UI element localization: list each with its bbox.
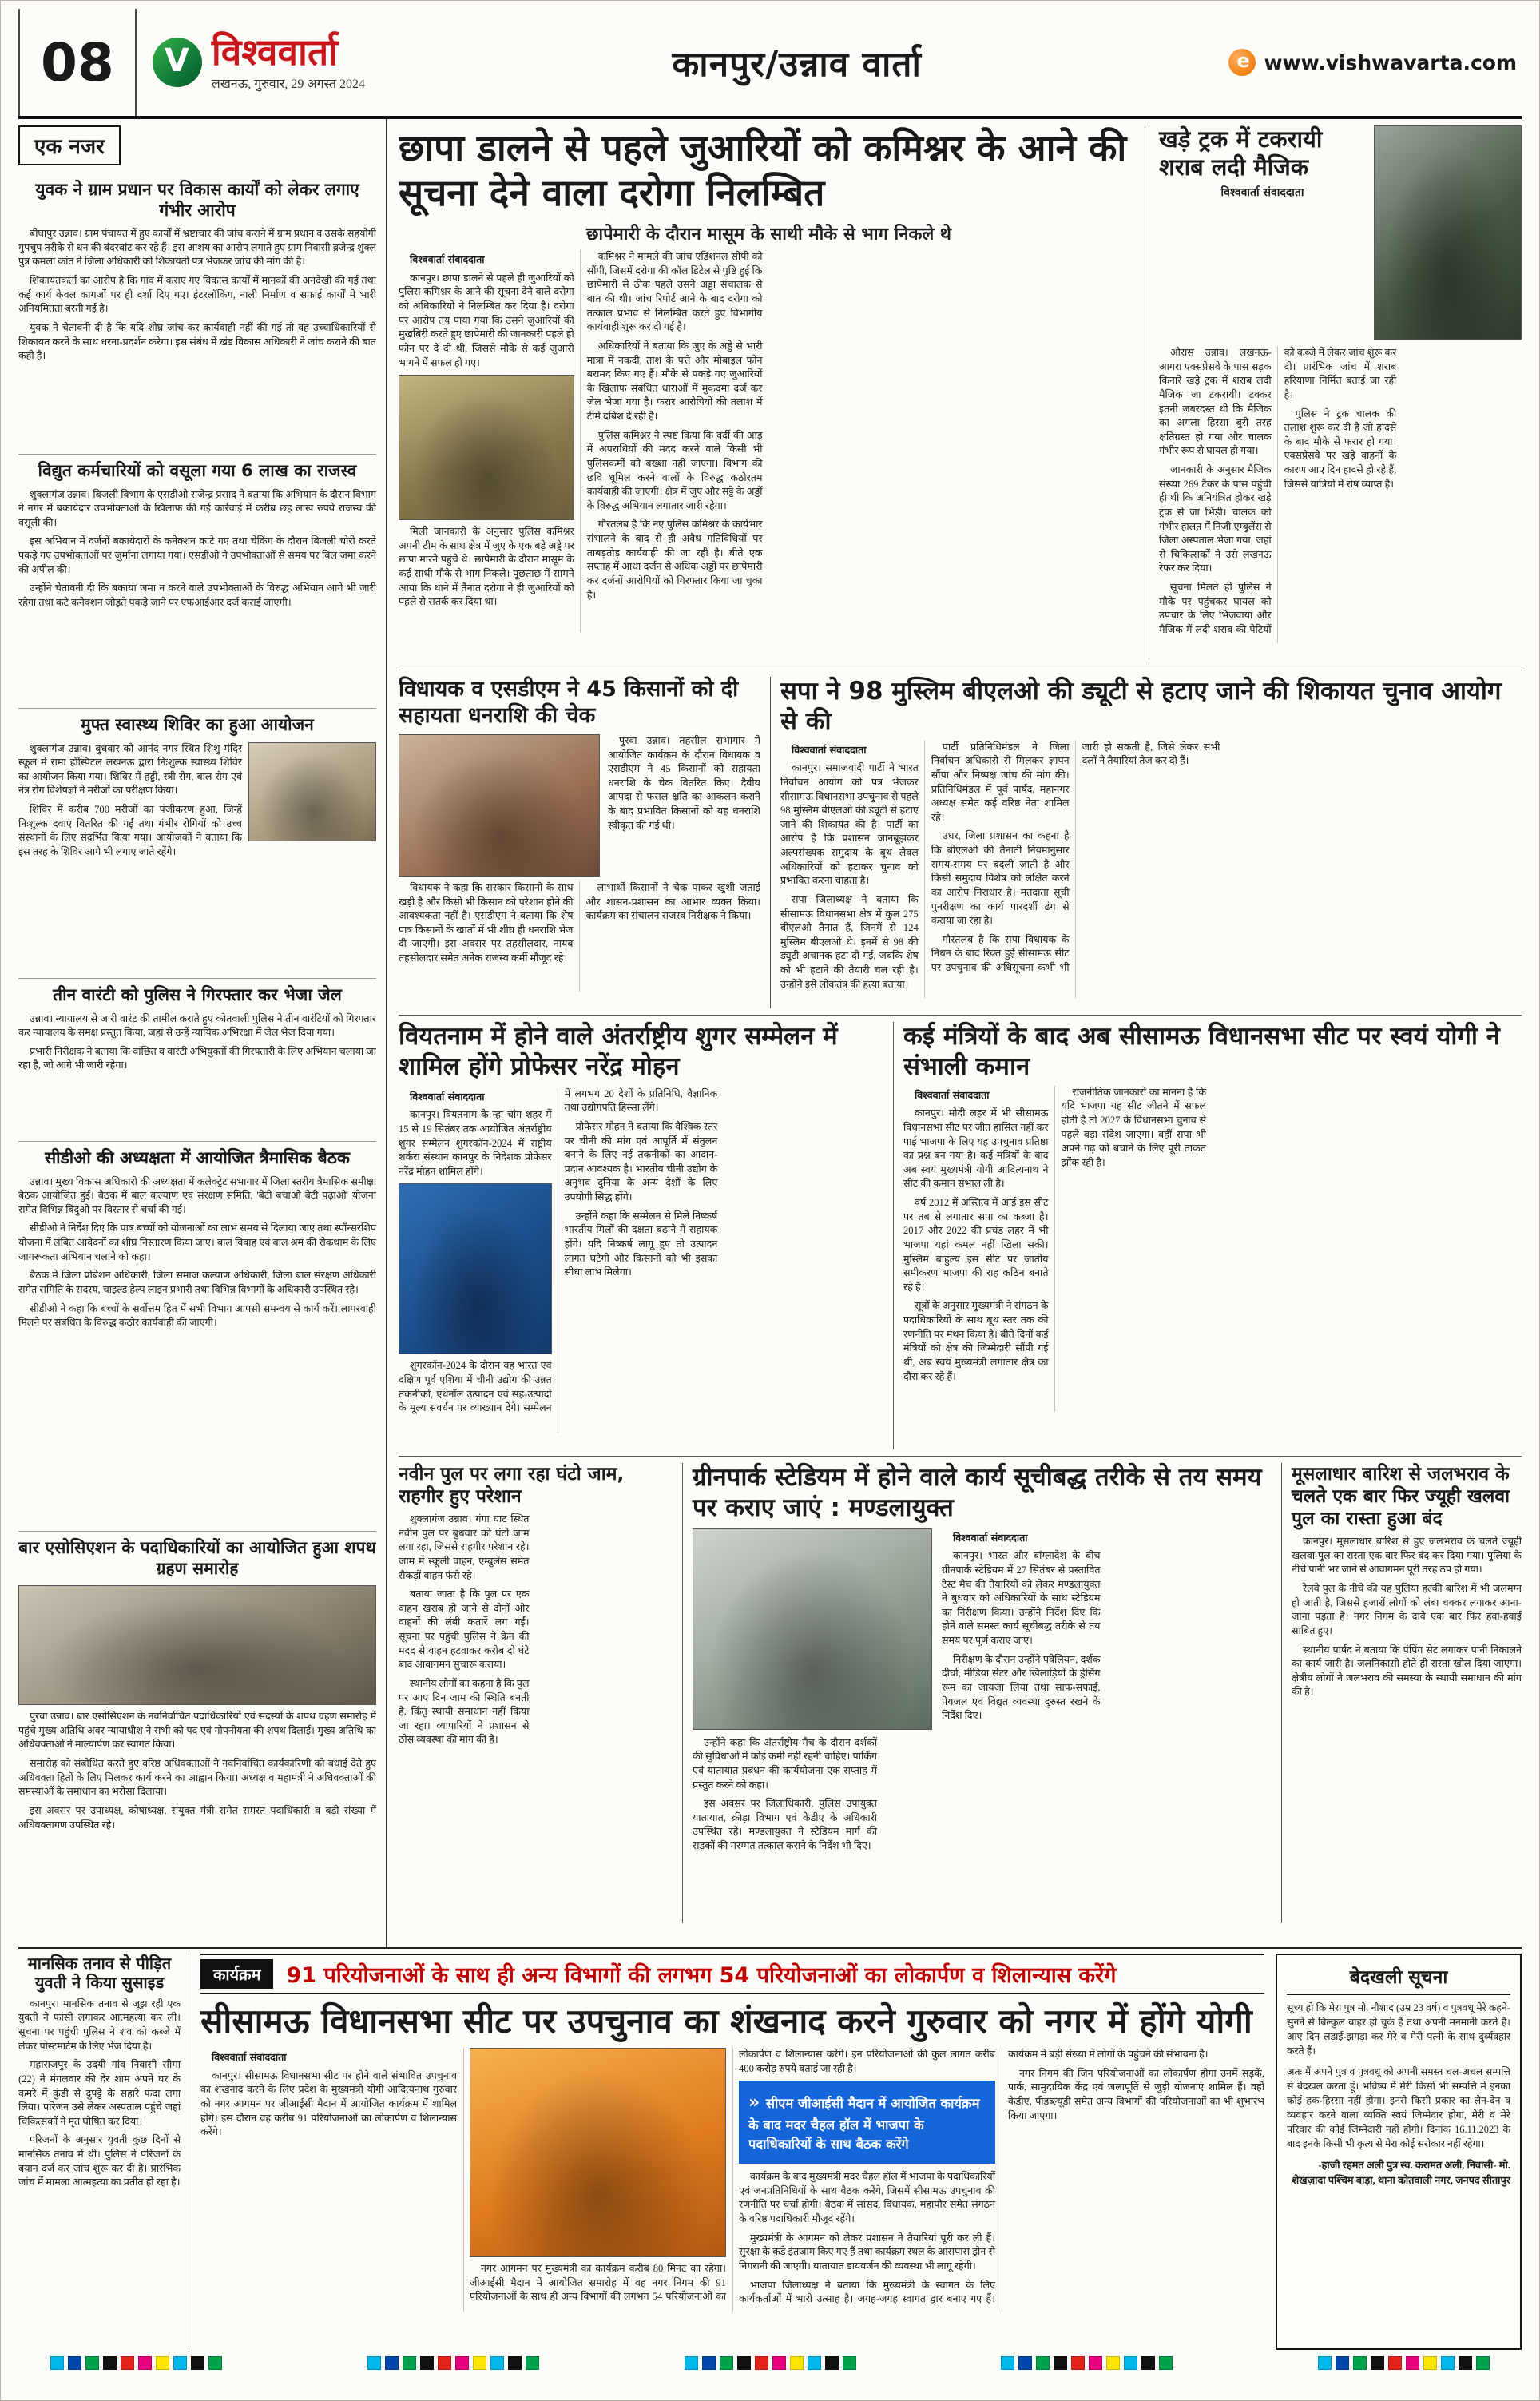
headline: मानसिक तनाव से पीड़ित युवती ने किया सुसाइड (27, 1954, 172, 1993)
body-paragraph: पुलिस कमिश्नर ने स्पष्ट किया कि वर्दी की आड़ में अपराधियों की मदद करने वाले किसी भी पुलिसकर्मी को बख्शा नहीं जाएगा। विभाग की छवि धूमिल करने वालों के विरुद्ध कठोरतम कार्यवाही की जाएगी। क्षेत्र में जुए और सट्टे के अड्डों के विरुद्ध अभियान लगातार जारी रहेगा। (586, 429, 763, 511)
story-sugar-conference (399, 1022, 894, 1449)
rail-story-health-camp (18, 709, 376, 979)
registration-mark-group (1001, 2356, 1173, 2370)
row-3 (399, 1016, 1522, 1457)
body-paragraph: परिजनों के अनुसार युवती कुछ दिनों से मानसिक तनाव में थी। पुलिस ने परिजनों के बयान दर्ज कर जांच शुरू कर दी है। प्रारंभिक जांच में मामला आत्महत्या का प्रतीत हो रहा है। (18, 2134, 181, 2188)
body-paragraph: स्थानीय लोगों का कहना है कि पुल पर आए दिन जाम की स्थिति बनती है, किंतु स्थायी समाधान नहीं किया जा रहा। व्यापारियों ने प्रशासन से ठोस व्यवस्था की मांग की है। (399, 1677, 530, 1746)
registration-mark-group (685, 2356, 856, 2370)
story-truck-collision (1149, 125, 1522, 663)
photo-cm-yogi (470, 2048, 726, 2257)
body-paragraph: कानपुर। वियतनाम के न्हा चांग शहर में 15 से 19 सितंबर तक आयोजित अंतर्राष्ट्रीय शुगर सम्मेलन शुगरकॉन-2024 में राष्ट्रीय शर्करा संस्थान कानपुर के निदेशक प्रोफेसर नरेंद्र मोहन शामिल होंगे। (399, 1109, 552, 1177)
highlight-box: » सीएम जीआईसी मैदान में आयोजित कार्यक्रम के बाद मदर चैहल हॉल में भाजपा के पदाधिकारियों के साथ बैठक करेंगे (739, 2081, 995, 2164)
story-bridge-jam (399, 1463, 683, 1923)
photo-cheque-distribution (399, 734, 600, 877)
registration-mark-group (50, 2356, 222, 2370)
body-paragraph: रेलवे पुल के नीचे की यह पुलिया हल्की बारिश में भी जलमग्न हो जाती है, जिससे हजारों लोगों को लंबा चक्कर लगाकर आना-जाना पड़ता है। नगर निगम के दावे एक बार फिर हवा-हवाई साबित हुए। (1292, 1583, 1522, 1636)
body-paragraph: उन्होंने कहा कि सम्मेलन से मिले निष्कर्ष भारतीय मिलों की दक्षता बढ़ाने में सहायक होंगे। यदि निष्कर्ष लागू हुए तो उत्पादन लागत घटेगी और किसानों को भी इसका सीधा लाभ मिलेगा। (564, 1210, 718, 1278)
headline: नवीन पुल पर लगा रहा घंटो जाम, राहगीर हुए परेशान (399, 1464, 625, 1508)
headline: ग्रीनपार्क स्टेडियम में होने वाले कार्य सूचीबद्ध तरीके से तय समय पर कराए जाएं : मण्डलायुक्त (693, 1463, 1262, 1522)
headline: मूसलाधार बारिश से जलभराव के चलते एक बार फिर ज्यूही खलवा पुल का रास्ता हुआ बंद (1292, 1464, 1510, 1530)
body-paragraph: शिकायतकर्ता का आरोप है कि गांव में कराए गए विकास कार्यों में मानकों की अनदेखी की गई तथा कई कार्य केवल कागजों पर ही दर्शा दिए गए। इंटरलॉकिंग, नाली निर्माण व सफाई कार्यों में भारी अनियमितता बरती गई है। (18, 275, 376, 315)
ek-najar-label: एक नजर (18, 125, 121, 165)
notice-paragraph: सूच्य हो कि मेरा पुत्र मो. नौशाद (उम्र 23 वर्ष) व पुत्रवधू मेरे कहने-सुनने से बिल्कुल बाहर हो चुके हैं तथा अपनी मनमानी करते हैं। आए दिन लड़ाई-झगड़ा कर मेरे व मेरी पत्नी के साथ दुर्व्यवहार करते हैं। (1287, 2002, 1510, 2057)
body-paragraph: उन्होंने कहा कि अंतर्राष्ट्रीय मैच के दौरान दर्शकों की सुविधाओं में कोई कमी नहीं रहनी चाहिए। पार्किंग एवं यातायात प्रबंधन की कार्ययोजना एक सप्ताह में प्रस्तुत करने को कहा। (693, 1736, 877, 1791)
body-paragraph: कानपुर। समाजवादी पार्टी ने भारत निर्वाचन आयोग को पत्र भेजकर सीसामऊ विधानसभा उपचुनाव से पहले 98 मुस्लिम बीएलओ की ड्यूटी से हटाए जाने की शिकायत की है। पार्टी का आरोप है कि प्रशासन जानबूझकर अल्पसंख्यक समुदाय के बूथ लेवल अधिकारियों को हटाकर चुनाव को प्रभावित करना चाहता है। (780, 762, 919, 887)
body-paragraph: इस अवसर पर उपाध्यक्ष, कोषाध्यक्ष, संयुक्त मंत्री समेत समस्त पदाधिकारी व बड़ी संख्या में अधिवक्तागण उपस्थित रहे। (18, 1804, 376, 1831)
body-paragraph: कानपुर। मानसिक तनाव से जूझ रही एक युवती ने फांसी लगाकर आत्महत्या कर ली। सूचना पर पहुंची पुलिस ने शव को कब्जे में लेकर पोस्टमार्टम के लिए भेज दिया है। (18, 1998, 181, 2052)
headline: सपा ने 98 मुस्लिम बीएलओ की ड्यूटी से हटाए जाने की शिकायत चुनाव आयोग से की (780, 677, 1502, 736)
eviction-notice (1276, 1954, 1522, 2350)
story-daroga-suspended (399, 125, 1149, 663)
page-header (18, 9, 1522, 119)
body-paragraph: कमिश्नर ने मामले की जांच एडिशनल सीपी को सौंपी, जिसमें दरोगा की कॉल डिटेल से पुष्टि हुई कि छापेमारी से ठीक पहले उसने अड्डा संचालक से बात की थी। जांच रिपोर्ट आने के बाद दरोगा को तत्काल प्रभाव से निलम्बित करते हुए विभागीय कार्यवाही शुरू कर दी गई है। (586, 251, 763, 333)
body-paragraph: नगर निगम की जिन परियोजनाओं का लोकार्पण होगा उनमें सड़कें, पार्क, सामुदायिक केंद्र एवं जलापूर्ति से जुड़ी योजनाएं शामिल हैं। वहीं केडीए, पीडब्ल्यूडी समेत अन्य विभागों की परियोजनाओं का भी शुभारंभ किया जाएगा। (1008, 2067, 1264, 2121)
karyakram-label: कार्यक्रम (200, 1959, 273, 1989)
registration-mark-group (1318, 2356, 1490, 2370)
registration-mark-group (367, 2356, 539, 2370)
photo-oath-ceremony (18, 1585, 376, 1705)
row-4 (399, 1457, 1522, 1930)
body-paragraph: महाराजपुर के उदयी गांव निवासी सीमा (22) ने मंगलवार की देर शाम अपने घर के कमरे में कुंडी से दुपट्टे के सहारे फंदा लगा लिया। परिजन उसे लेकर अस्पताल पहुंचे जहां चिकित्सकों ने मृत घोषित कर दिया। (18, 2059, 181, 2127)
body-paragraph: सूचना मिलते ही पुलिस ने मौके पर पहुंचकर घायल को उपचार के लिए भिजवाया और मैजिक में लदी शराब की पेटियों को कब्जे में लेकर जांच शुरू कर दी। प्रारंभिक जांच में शराब हरियाणा निर्मित बताई जा रही है। (1159, 347, 1397, 635)
body-paragraph: युवक ने चेतावनी दी है कि यदि शीघ्र जांच कर कार्यवाही नहीं की गई तो वह उच्चाधिकारियों से शिकायत करने के साथ धरना-प्रदर्शन करेगा। इस संबंध में खंड विकास अधिकारी ने जांच कराने की बात कही है। (18, 321, 376, 362)
notice-title: बेदखली सूचना (1287, 1963, 1510, 1995)
notice-paragraph: अतः मैं अपने पुत्र व पुत्रवधू को अपनी समस्त चल-अचल सम्पत्ति से बेदखल करता हूं। भविष्य में मेरी किसी भी सम्पत्ति में इनका कोई हक-हिस्सा नहीं होगा। इनसे किसी प्रकार का लेन-देन व व्यवहार करने वाला व्यक्ति स्वयं जिम्मेदार होगा, मेरी व मेरे परिवार की कोई जिम्मेदारी नहीं होगी। दिनांक 16.11.2023 के बाद इनके किसी भी कृत्य से मेरा कोई सरोकार नहीं रहेगा। (1287, 2065, 1510, 2149)
website-block (1228, 49, 1517, 76)
body-paragraph: सपा जिलाध्यक्ष ने बताया कि सीसामऊ विधानसभा क्षेत्र में कुल 275 बीएलओ तैनात हैं, जिनमें से 124 मुस्लिम बीएलओ थे। इनमें से 98 की ड्यूटी अचानक हटा दी गई, जबकि शेष को भी हटाने की तैयारी चल रही है। उन्होंने इसे लोकतंत्र की हत्या बताया। (780, 893, 919, 990)
top-section (18, 119, 1522, 1949)
story-yogi-visit (189, 1954, 1276, 2350)
body-paragraph: जानकारी के अनुसार मैजिक संख्या 269 टैंकर के पास पहुंची ही थी कि अनियंत्रित होकर खड़े ट्रक से जा भिड़ी। चालक को गंभीर हालत में निजी एम्बुलेंस से जिला अस्पताल भेजा गया, जहां से चिकित्सकों ने उसे लखनऊ रेफर कर दिया। (1159, 464, 1272, 574)
headline: छापा डालने से पहले जुआरियों को कमिश्नर के आने की सूचना देने वाला दरोगा निलम्बित (399, 126, 1127, 215)
masthead-title: विश्ववार्ता (211, 30, 339, 74)
story-suicide (18, 1954, 189, 2350)
body-paragraph: शुक्लागंज उन्नाव। बुधवार को आनंद नगर स्थित शिशु मंदिर स्कूल में रामा हॉस्पिटल लखनऊ द्वारा निःशुल्क स्वास्थ्य शिविर का आयोजन किया गया। शिविर में हड्डी, स्त्री रोग, बाल रोग एवं नेत्र रोग विशेषज्ञों ने मरीजों का परीक्षण किया। (18, 742, 242, 797)
byline: विश्ववार्ता संवाददाता (792, 743, 867, 756)
body-paragraph: प्रोफेसर मोहन ने बताया कि वैश्विक स्तर पर चीनी की मांग एवं आपूर्ति में संतुलन बनाने के लिए नई तकनीकों का आदान-प्रदान आवश्यक है। भारतीय चीनी उद्योग के अनुभव दुनिया के अन्य देशों के लिए उपयोगी सिद्ध होंगे। (564, 1120, 718, 1202)
masthead-logo-icon (153, 38, 202, 87)
body-paragraph: कार्यक्रम के बाद मुख्यमंत्री मदर चैहल हॉल में भाजपा के पदाधिकारियों एवं जनप्रतिनिधियों के साथ बैठक करेंगे, जिसमें सीसामऊ उपचुनाव की रणनीति पर चर्चा होगी। बैठक में सांसद, विधायक, महापौर समेत संगठन के वरिष्ठ पदाधिकारी मौजूद रहेंगे। (739, 2171, 995, 2225)
body-paragraph: निरीक्षण के दौरान उन्होंने पवेलियन, दर्शक दीर्घा, मीडिया सेंटर और खिलाड़ियों के ड्रेसिंग रूम का जायजा लिया तथा साफ-सफाई, पेयजल एवं विद्युत व्यवस्था दुरुस्त रखने के निर्देश दिए। (942, 1653, 1101, 1722)
body-paragraph: शुक्लागंज उन्नाव। गंगा घाट स्थित नवीन पुल पर बुधवार को घंटों जाम लगा रहा, जिससे राहगीर परेशान रहे। जाम में स्कूली वाहन, एम्बुलेंस समेत सैकड़ों वाहन फंसे रहे। (399, 1513, 530, 1581)
body-paragraph: पार्टी प्रतिनिधिमंडल ने जिला निर्वाचन अधिकारी से मिलकर ज्ञापन सौंपा और निष्पक्ष जांच की मांग की। प्रतिनिधिमंडल में पूर्व पार्षद, महानगर अध्यक्ष समेत कई वरिष्ठ नेता शामिल रहे। (931, 741, 1070, 823)
body-paragraph: राजनीतिक जानकारों का मानना है कि यदि भाजपा यह सीट जीतने में सफल होती है तो 2027 के विधानसभा चुनाव से पहले बड़ा संदेश जाएगा। वहीं सपा भी अपने गढ़ को बचाने के लिए पूरी ताकत झोंक रही है। (1061, 1086, 1206, 1168)
photo-truck-crash (1374, 125, 1522, 340)
body-paragraph: गौरतलब है कि सपा विधायक के निधन के बाद रिक्त हुई सीसामऊ सीट पर उपचुनाव की अधिसूचना कभी भी जारी हो सकती है, जिसे लेकर सभी दलों ने तैयारियां तेज कर दी हैं। (931, 741, 1220, 973)
rail-story-warranty-arrest (18, 979, 376, 1142)
byline: विश्ववार्ता संवाददाता (953, 1531, 1028, 1544)
row-1 (399, 119, 1522, 670)
headline: बार एसोसिएशन के पदाधिकारियों का आयोजित हुआ शपथ ग्रहण समारोह (18, 1538, 376, 1578)
rail-story-bar-association (18, 1532, 376, 1938)
body-paragraph: पुरवा उन्नाव। बार एसोसिएशन के नवनिर्वाचित पदाधिकारियों एवं सदस्यों के शपथ ग्रहण समारोह में पहुंचे मुख्य अतिथि अवर न्यायाधीश ने सभी को पद एवं गोपनीयता की शपथ दिलाई। मुख्य अतिथि का अधिवक्ताओं ने माल्यार्पण कर स्वागत किया। (18, 1711, 376, 1751)
rail-story-cdo-meeting (18, 1142, 376, 1532)
headline: तीन वारंटी को पुलिस ने गिरफ्तार कर भेजा जेल (53, 985, 342, 1004)
byline: विश्ववार्ता संवाददाता (915, 1088, 990, 1101)
byline: विश्ववार्ता संवाददाता (1220, 185, 1304, 199)
headline: युवक ने ग्राम प्रधान पर विकास कार्यों को लेकर लगाए गंभीर आरोप (35, 180, 359, 220)
headline: खड़े ट्रक में टकरायी शराब लदी मैजिक (1159, 125, 1323, 181)
body-paragraph: पुलिस ने ट्रक चालक की तलाश शुरू कर दी है जो हादसे के बाद मौके से फरार हो गया। एक्सप्रेसवे पर खड़े वाहनों के कारण आए दिन हादसे हो रहे हैं, जिससे यात्रियों में रोष व्याप्त है। (1284, 407, 1397, 490)
body-paragraph: स्थानीय पार्षद ने बताया कि पंपिंग सेट लगाकर पानी निकालने का कार्य जारी है। जलनिकासी होते ही रास्ता खोल दिया जाएगा। क्षेत्रीय लोगों ने जलभराव की समस्या के स्थायी समाधान की मांग की है। (1292, 1644, 1522, 1698)
website-globe-icon (1228, 49, 1256, 76)
photo-police-officers (399, 375, 574, 520)
body-paragraph: नगर आगमन पर मुख्यमंत्री का कार्यक्रम करीब 80 मिनट का रहेगा। जीआईसी मैदान में आयोजित समारोह में वह नगर निगम की 91 परियोजनाओं के साथ ही अन्य विभागों की लगभग 54 परियोजनाओं का लोकार्पण व शिलान्यास करेंगे। इन परियोजनाओं की कुल लागत करीब 400 करोड़ रुपये बताई जा रही है। (470, 2049, 995, 2303)
body-paragraph: उन्नाव। मुख्य विकास अधिकारी की अध्यक्षता में कलेक्ट्रेट सभागार में जिला स्तरीय त्रैमासिक समीक्षा बैठक आयोजित हुई। बैठक में बाल कल्याण एवं संरक्षण समिति, 'बेटी बचाओ बेटी पढ़ाओ' योजना समेत विभिन्न बिंदुओं पर विस्तार से चर्चा की गई। (18, 1175, 376, 1215)
byline: विश्ववार्ता संवाददाता (410, 1090, 485, 1103)
body-paragraph: भाजपा जिलाध्यक्ष ने बताया कि मुख्यमंत्री के स्वागत के लिए कार्यकर्ताओं में भारी उत्साह है। जगह-जगह स्वागत द्वार बनाए गए हैं। कार्यक्रम में बड़ी संख्या में लोगों के पहुंचने की संभावना है। (739, 2049, 1209, 2305)
notice-signature: -हाजी रहमत अली पुत्र स्व. करामत अली, निवासी- मो. शेखज़ादा पश्चिम बाड़ा, थाना कोतवाली नगर, जनपद सीतापुर (1292, 2159, 1510, 2187)
headline: सीडीओ की अध्यक्षता में आयोजित त्रैमासिक बैठक (44, 1148, 351, 1167)
body-paragraph: पुरवा उन्नाव। तहसील सभागार में आयोजित कार्यक्रम के दौरान विधायक व एसडीएम ने 45 किसानों को सहायता धनराशि के चेक वितरित किए। दैवीय आपदा से फसल क्षति का आकलन कराने के बाद प्रभावित किसानों को यह धनराशि स्वीकृत की गई थी। (608, 734, 760, 831)
body-paragraph: शिविर में करीब 700 मरीजों का पंजीकरण हुआ, जिन्हें निःशुल्क दवाएं वितरित की गईं तथा गंभीर रोगियों को उच्च संस्थानों के लिए संदर्भित किया गया। आयोजकों ने बताया कि इस तरह के शिविर आगे भी लगाए जाते रहेंगे। (18, 804, 242, 857)
body-paragraph: शुगरकॉन-2024 के दौरान वह भारत एवं दक्षिण पूर्व एशिया में चीनी उद्योग की उन्नत तकनीकों, एथेनॉल उत्पादन एवं सह-उत्पादों के मूल्य संवर्धन पर व्याख्यान देंगे। सम्मेलन में लगभग 20 देशों के प्रतिनिधि, वैज्ञानिक तथा उद्योगपति हिस्सा लेंगे। (399, 1087, 718, 1414)
photo-professor-podium (399, 1183, 552, 1354)
row-2 (399, 670, 1522, 1016)
body-paragraph: उन्नाव। न्यायालय से जारी वारंट की तामील कराते हुए कोतवाली पुलिस ने तीन वारंटियों को गिरफ्तार कर न्यायालय के समक्ष प्रस्तुत किया, जहां से उन्हें न्यायिक अभिरक्षा में जेल भेज दिया गया। (18, 1012, 376, 1039)
rail-story-vidyut-rajasva (18, 455, 376, 709)
headline: मुफ्त स्वास्थ्य शिविर का हुआ आयोजन (81, 715, 314, 734)
masthead (153, 30, 365, 92)
headline: वियतनाम में होने वाले अंतर्राष्ट्रीय शुगर सम्मेलन में शामिल होंगे प्रोफेसर नरेंद्र मोहन (399, 1022, 838, 1081)
body-paragraph: कानपुर। भारत और बांग्लादेश के बीच ग्रीनपार्क स्टेडियम में 27 सितंबर से प्रस्तावित टेस्ट मैच की तैयारियों को लेकर मण्डलायुक्त ने बुधवार को अधिकारियों के साथ स्टेडियम का निरीक्षण किया। उन्होंने निर्देश दिए कि होने वाले समस्त कार्य सूचीबद्ध तरीके से तय समय पर पूर्ण कराए जाएं। (942, 1550, 1101, 1646)
body-paragraph: मुख्यमंत्री के आगमन को लेकर प्रशासन ने तैयारियां पूरी कर ली हैं। सुरक्षा के कड़े इंतजाम किए गए हैं तथा कार्यक्रम स्थल के आसपास ड्रोन से निगरानी की जाएगी। यातायात डायवर्जन की व्यवस्था भी लागू रहेगी। (739, 2232, 995, 2272)
section-title: कानपुर/उन्नाव वार्ता (672, 44, 922, 85)
edition-line: लखनऊ, गुरुवार, 29 अगस्त 2024 (211, 78, 365, 92)
page-number: 08 (18, 9, 137, 116)
body-paragraph: समारोह को संबोधित करते हुए वरिष्ठ अधिवक्ताओं ने नवनिर्वाचित कार्यकारिणी को बधाई देते हुए अधिवक्ता हितों के लिए मिलकर कार्य करने का आह्वान किया। अध्यक्ष व महामंत्री ने अधिवक्ताओं की समस्याओं के समाधान का भरोसा दिलाया। (18, 1758, 376, 1798)
story-greenpark-inspection (683, 1463, 1282, 1923)
rail-story-gram-pradhan (18, 173, 376, 455)
body-paragraph: गौरतलब है कि नए पुलिस कमिश्नर के कार्यभार संभालने के बाद से ही अवैध गतिविधियों पर ताबड़तोड़ कार्यवाही की जा रही है। बीते एक सप्ताह में आधा दर्जन से अधिक अड्डों पर छापेमारी कर दर्जनों आरोपियों को गिरफ्तार किया जा चुका है। (586, 519, 763, 601)
body-paragraph: औरास उन्नाव। लखनऊ-आगरा एक्सप्रेसवे के पास सड़क किनारे खड़े ट्रक में शराब लदी मैजिक जा टकरायी। टक्कर इतनी जबरदस्त थी कि मैजिक का अगला हिस्सा बुरी तरह क्षतिग्रस्त हो गया और चालक गंभीर रूप से घायल हो गया। (1159, 347, 1272, 457)
headline: कई मंत्रियों के बाद अब सीसामऊ विधानसभा सीट पर स्वयं योगी ने संभाली कमान (903, 1022, 1500, 1081)
body-paragraph: सीडीओ ने निर्देश दिए कि पात्र बच्चों को योजनाओं का लाभ समय से दिलाया जाए तथा स्पॉन्सरशिप योजना में लंबित आवेदनों का शीघ्र निस्तारण किया जाए। बाल विवाह एवं बाल श्रम की रोकथाम के लिए जागरूकता अभियान चलाने को कहा। (18, 1222, 376, 1262)
body-paragraph: कानपुर। मोदी लहर में भी सीसामऊ विधानसभा सीट पर जीत हासिल नहीं कर पाई भाजपा के लिए यह उपचुनाव प्रतिष्ठा का प्रश्न बन गया है। कई मंत्रियों के बाद अब स्वयं मुख्यमंत्री योगी आदित्यनाथ ने सीट की कमान संभाल ली है। (903, 1107, 1049, 1190)
body-paragraph: वर्ष 2012 में अस्तित्व में आई इस सीट पर तब से लगातार सपा का कब्जा है। 2017 और 2022 की प्रचंड लहर में भी भाजपा यहां कमल नहीं खिला सकी। मुस्लिम बाहुल्य इस सीट पर जातीय समीकरण भाजपा की राह कठिन बनाते रहे हैं। (903, 1197, 1049, 1293)
body-paragraph: इस अभियान में दर्जनों बकायेदारों के कनेक्शन काटे गए तथा चेकिंग के दौरान बिजली चोरी करते पकड़े गए उपभोक्ताओं पर जुर्माना लगाया गया। एसडीओ ने उपभोक्ताओं से समय पर बिल जमा करने की अपील की। (18, 535, 376, 575)
story-farmer-cheques (399, 677, 771, 1008)
bottom-section (18, 1949, 1522, 2350)
body-paragraph: शुक्लागंज उन्नाव। बिजली विभाग के एसडीओ राजेन्द्र प्रसाद ने बताया कि अभियान के दौरान विभाग ने नगर में बकायेदार उपभोक्ताओं के खिलाफ की गई कार्रवाई में करीब छह लाख रुपये राजस्व की वसूली की। (18, 488, 376, 528)
body-paragraph: लाभार्थी किसानों ने चेक पाकर खुशी जताई और शासन-प्रशासन का आभार व्यक्त किया। कार्यक्रम का संचालन राजस्व निरीक्षक ने किया। (585, 881, 760, 922)
story-yogi-takes-charge (894, 1022, 1522, 1449)
photo-health-camp (248, 742, 376, 841)
body-paragraph: कानपुर। मूसलाधार बारिश से हुए जलभराव के चलते ज्यूही खलवा पुल का रास्ता एक बार फिर बंद कर दिया गया। पुलिया के नीचे पानी भर जाने से आवागमन पूरी तरह ठप हो गया। (1292, 1536, 1522, 1576)
body-paragraph: प्रभारी निरीक्षक ने बताया कि वांछित व वारंटी अभियुक्तों की गिरफ्तारी के लिए अभियान चलाया जा रहा है, जो आगे भी जारी रहेगा। (18, 1045, 376, 1071)
subheadline: छापेमारी के दौरान मासूम के साथी मौके से भाग निकले थे (586, 225, 951, 245)
story-sapa-blo-complaint (771, 677, 1522, 1008)
body-paragraph: सूत्रों के अनुसार मुख्यमंत्री ने संगठन के पदाधिकारियों के साथ बूथ स्तर तक की रणनीति पर मंथन किया है। बीते दिनों कई मंत्रियों को क्षेत्र की जिम्मेदारी सौंपी गई थी, अब स्वयं मुख्यमंत्री लगातार क्षेत्र का दौरा कर रहे हैं। (903, 1300, 1049, 1382)
story-waterlogging-bridge-closed (1282, 1463, 1522, 1923)
body-paragraph: उधर, जिला प्रशासन का कहना है कि बीएलओ की तैनाती नियमानुसार समय-समय पर बदली जाती है और किसी समुदाय विशेष को लक्षित करने का आरोप निराधार है। मतदाता सूची पुनरीक्षण का कार्य पारदर्शी ढंग से कराया जा रहा है। (931, 830, 1070, 927)
left-rail (18, 119, 387, 1947)
body-paragraph: कानपुर। सीसामऊ विधानसभा सीट पर होने वाले संभावित उपचुनाव का शंखनाद करने के लिए प्रदेश के मुख्यमंत्री योगी आदित्यनाथ गुरुवार को नगर आगमन पर जीआईसी मैदान में आयोजित कार्यक्रम में शामिल होंगे। इस दौरान वह करीब 91 परियोजनाओं का लोकार्पण व शिलान्यास करेंगे। (200, 2069, 457, 2138)
body-paragraph: उन्होंने चेतावनी दी कि बकाया जमा न करने वाले उपभोक्ताओं के विरुद्ध अभियान आगे भी जारी रहेगा तथा कटे कनेक्शन जोड़ते पकड़े जाने पर एफआईआर दर्ज कराई जाएगी। (18, 582, 376, 608)
website-url[interactable]: www.vishwavarta.com (1264, 50, 1517, 74)
body-paragraph: अधिकारियों ने बताया कि जुए के अड्डे से भारी मात्रा में नकदी, ताश के पत्ते और मोबाइल फोन बरामद किए गए हैं। मौके से पकड़े गए जुआरियों के खिलाफ संबंधित धाराओं में मुकदमा दर्ज कर जेल भेजा गया है। फरार आरोपियों की तलाश में टीमें दबिश दे रही हैं। (586, 340, 763, 423)
karyakram-banner (200, 1954, 1264, 1994)
body-paragraph: बीघापुर उन्नाव। ग्राम पंचायत में हुए कार्यों में भ्रष्टाचार की जांच कराने में ग्राम प्रधान व उसके सहयोगी गुपचुप तरीके से धन की बंदरबांट कर रहे हैं। इस आशय का आरोप लगाते हुए ग्राम निवासी ब्रजेन्द्र शुक्ल पुत्र कमला कांत ने जिला अधिकारी को शिकायती पत्र भेजकर जांच की मांग की है। (18, 228, 376, 268)
headline: सीसामऊ विधानसभा सीट पर उपचुनाव का शंखनाद करने गुरुवार को नगर में होंगे योगी (200, 2001, 1252, 2041)
main-column (387, 119, 1522, 1947)
headline: विधायक व एसडीएम ने 45 किसानों को दी सहायता धनराशि की चेक (399, 677, 739, 728)
karyakram-banner-text: 91 परियोजनाओं के साथ ही अन्य विभागों की लगभग 54 परियोजनाओं का लोकार्पण व शिलान्यास करेंगे (286, 1963, 1117, 1988)
body-paragraph: मिली जानकारी के अनुसार पुलिस कमिश्नर अपनी टीम के साथ क्षेत्र में जुए के एक बड़े अड्डे पर छापा मारने पहुंचे थे। छापेमारी के दौरान मासूम के कई साथी मौके से भाग निकले। पूछताछ में सामने आया कि थाने में तैनात दरोगा ने ही जुआरियों को पहले से सतर्क कर दिया था। (399, 526, 574, 608)
body-paragraph: विधायक ने कहा कि सरकार किसानों के साथ खड़ी है और किसी भी किसान को परेशान होने की आवश्यकता नहीं है। एसडीएम ने बताया कि शेष पात्र किसानों के खातों में भी शीघ्र ही धनराशि भेज दी जाएगी। इस अवसर पर तहसीलदार, नायब तहसीलदार समेत अनेक राजस्व कर्मी मौजूद रहे। (399, 881, 574, 964)
byline: विश्ववार्ता संवाददाता (212, 2051, 287, 2064)
headline: विद्युत कर्मचारियों को वसूला गया 6 लाख का राजस्व (38, 461, 357, 480)
photo-stadium-inspection (693, 1528, 932, 1730)
body-paragraph: इस अवसर पर जिलाधिकारी, पुलिस उपायुक्त यातायात, क्रीड़ा विभाग एवं केडीए के अधिकारी उपस्थित रहे। मण्डलायुक्त ने स्टेडियम मार्ग की सड़कों की मरम्मत तत्काल कराने के निर्देश भी दिए। (693, 1798, 877, 1851)
body-paragraph: बैठक में जिला प्रोबेशन अधिकारी, जिला समाज कल्याण अधिकारी, जिला बाल संरक्षण अधिकारी समेत समिति के सदस्य, चाइल्ड हेल्प लाइन प्रभारी तथा विभिन्न विभागों के अधिकारी उपस्थित रहे। (18, 1270, 376, 1295)
byline: विश्ववार्ता संवाददाता (410, 253, 485, 266)
print-registration-marks (18, 2350, 1522, 2370)
body-paragraph: बताया जाता है कि पुल पर एक वाहन खराब हो जाने से दोनों ओर वाहनों की लंबी कतारें लग गईं। सूचना पर पहुंची पुलिस ने क्रेन की मदद से वाहन हटवाकर करीब दो घंटे बाद आवागमन सुचारू कराया। (399, 1588, 530, 1671)
body-paragraph: कानपुर। छापा डालने से पहले ही जुआरियों को पुलिस कमिश्नर के आने की सूचना देने वाले दरोगा को अधिकारियों ने निलम्बित कर दिया है। दरोगा पर आरोप तय पाया गया कि उसने जुआरियों की मुखबिरी करते हुए छापेमारी की जानकारी पहले ही फोन पर दे दी थी, जिससे मौके से कई जुआरी भागने में सफल हो गए। (399, 272, 574, 368)
body-paragraph: सीडीओ ने कहा कि बच्चों के सर्वोत्तम हित में सभी विभाग आपसी समन्वय से कार्य करें। लापरवाही मिलने पर संबंधित के विरुद्ध कठोर कार्यवाही की जाएगी। (18, 1302, 376, 1329)
